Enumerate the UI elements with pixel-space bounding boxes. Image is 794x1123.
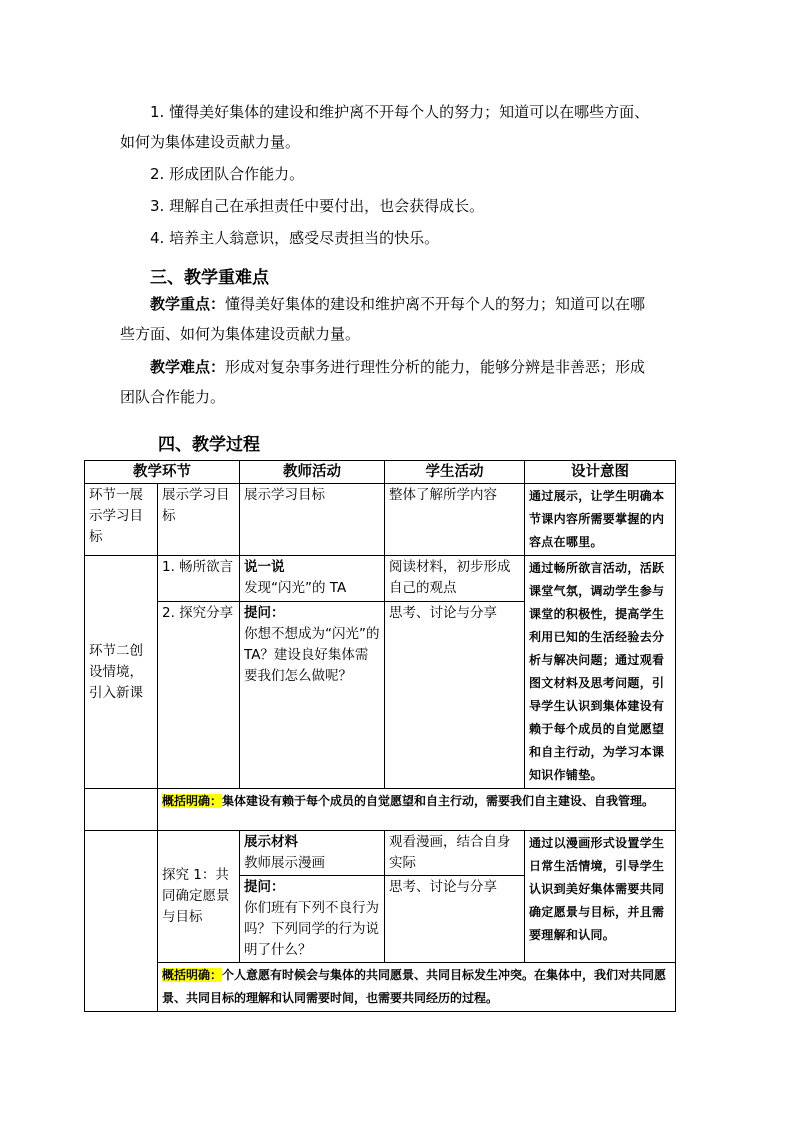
stage-2-teacher-1 [240,556,385,602]
goal-1-line-2: 如何为集体建设贡献力量。 [120,133,301,151]
stage-2-name-continued [85,789,158,831]
stage-1-name: 环节一展示学习目标 [85,484,158,556]
stage-3-teacher-2 [240,876,385,963]
stage-2-teacher-1-text: 发现“闪光”的 TA [244,580,347,596]
focus-label: 教学重点： [150,295,226,313]
goal-3: 3. 理解自己在承担责任中要付出，也会获得成长。 [150,197,485,215]
stage-2-student-2: 思考、讨论与分享 [385,601,525,788]
stage-2-teacher-2-label: 提问： [244,604,285,621]
goal-4: 4. 培养主人翁意识，感受尽责担当的快乐。 [150,229,440,247]
stage-2-student-1: 阅读材料，初步形成自己的观点 [385,556,525,602]
teaching-process-table [84,460,676,1012]
stage-3-teacher-1-text: 教师展示漫画 [244,855,325,871]
stage-3-design: 通过以漫画形式设置学生日常生活情境，引导学生认识到美好集体需要共同确定愿景与目标，并且需要理解和认同。 [525,831,676,963]
stage-2-design: 通过畅所欲言活动，活跃课堂气氛，调动学生参与课堂的积极性，提高学生利用已知的生活经验去分析与解决问题；通过观看图文材料及思考问题，引导学生认识到集体建设有赖于每个成员的自觉愿望和自主行动，为学习本课知识作铺垫。 [525,556,676,789]
stage-3-teacher-1-label: 展示材料 [244,834,298,850]
stage-1-student: 整体了解所学内容 [385,484,525,556]
table-row [85,556,676,602]
stage-3-summary-text: 个人意愿有时候会与集体的共同愿景、共同目标发生冲突。在集体中，我们对共同愿景、共同目标的理解和认同需要时间，也需要共同经历的过程。 [162,968,667,1005]
goal-1-line-1: 1. 懂得美好集体的建设和维护离不开每个人的努力；知道可以在哪些方面、 [150,103,650,121]
table-row [85,789,676,831]
stage-2-sub-1: 1. 畅所欲言 [158,556,240,602]
focus-line-1 [150,294,645,314]
stage-3-student-1: 观看漫画，结合自身实际 [385,831,525,876]
stage-3-teacher-1 [240,831,385,876]
header-student: 学生活动 [385,461,525,484]
stage-2-teacher-1-label: 说一说 [244,559,285,575]
header-stage: 教学环节 [85,461,240,484]
stage-3-summary [158,963,676,1012]
stage-1-sub: 展示学习目标 [158,484,240,556]
table-row [85,484,676,556]
table-header-row [85,461,676,484]
difficulty-text: 形成对复杂事务进行理性分析的能力，能够分辨是非善恶；形成 [225,358,646,376]
stage-3-student-2: 思考、讨论与分享 [385,876,525,963]
section-4-heading: 四、教学过程 [158,435,260,455]
stage-3-name [85,831,158,1012]
stage-3-teacher-2-label: 提问： [244,879,285,895]
header-design: 设计意图 [525,461,676,484]
difficulty-label: 教学难点： [150,358,226,376]
section-3-heading: 三、教学重难点 [150,268,269,288]
goal-2: 2. 形成团队合作能力。 [150,165,305,183]
focus-text: 懂得美好集体的建设和维护离不开每个人的努力；知道可以在哪 [225,295,646,313]
stage-3-sub: 探究 1：共同确定愿景与目标 [158,831,240,963]
header-teacher: 教师活动 [240,461,385,484]
stage-2-teacher-2-text: 你想不想成为“闪光”的 TA？建设良好集体需要我们怎么做呢？ [244,625,380,684]
stage-2-sub-2: 2. 探究分享 [158,601,240,788]
stage-2-summary-label: 概括明确： [162,794,223,808]
focus-line-2: 些方面、如何为集体建设贡献力量。 [120,325,361,343]
stage-2-summary-text: 集体建设有赖于每个成员的自觉愿望和自主行动，需要我们自主建设、自我管理。 [222,794,655,808]
stage-3-teacher-2-text: 你们班有下列不良行为吗？下列同学的行为说明了什么？ [244,900,379,958]
stage-3-summary-label: 概括明确： [162,968,223,982]
stage-1-design: 通过展示，让学生明确本节课内容所需要掌握的内容点在哪里。 [525,484,676,556]
table-row [85,963,676,1012]
stage-2-name: 环节二创设情境，引入新课 [85,556,158,789]
difficulty-line-1 [150,357,645,377]
table-row [85,831,676,876]
stage-1-teacher: 展示学习目标 [240,484,385,556]
difficulty-line-2: 团队合作能力。 [120,388,226,406]
stage-2-teacher-2 [240,601,385,788]
stage-2-summary [158,789,676,831]
